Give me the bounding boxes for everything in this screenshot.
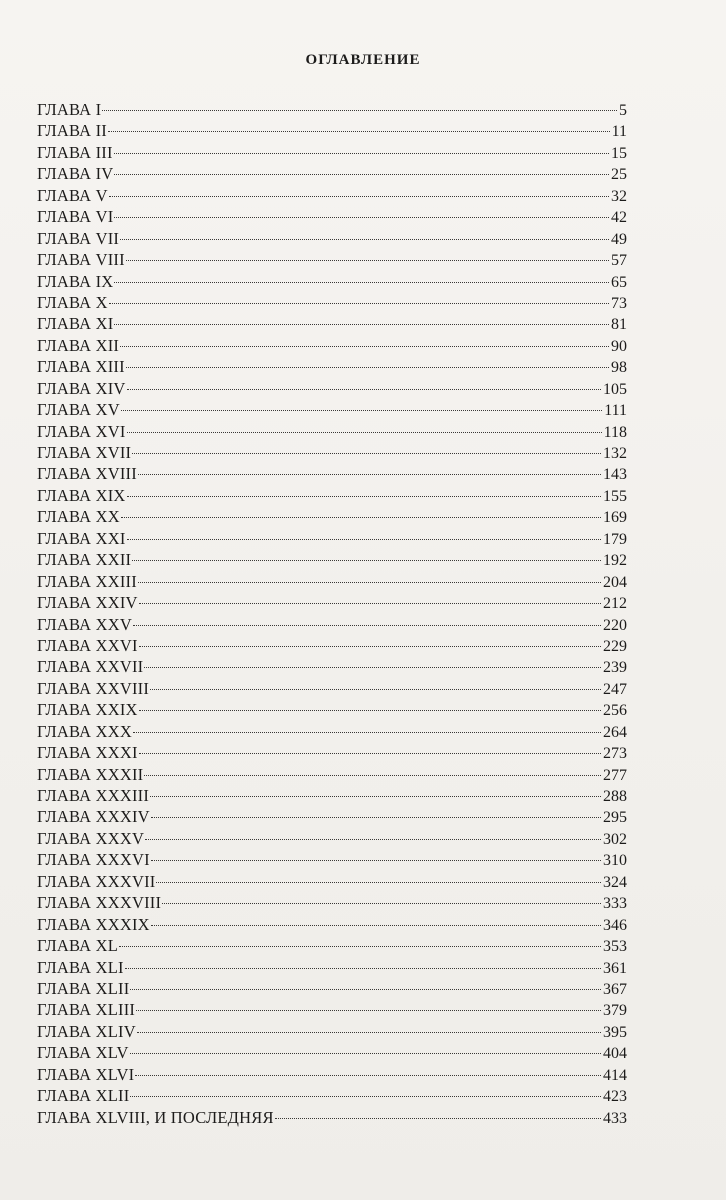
dot-leader — [126, 260, 609, 261]
toc-entry-page-number: 32 — [611, 187, 627, 205]
toc-entry — [37, 463, 627, 484]
dot-leader — [130, 1096, 601, 1097]
toc-entry-page-number: 367 — [603, 980, 627, 998]
dot-leader — [130, 989, 601, 990]
dot-leader — [145, 839, 601, 840]
dot-leader — [133, 732, 601, 733]
toc-entry-page-number: 433 — [603, 1109, 627, 1127]
toc-entry-label: ГЛАВА VIII — [37, 250, 125, 270]
toc-entry — [37, 999, 627, 1020]
toc-entry — [37, 163, 627, 184]
toc-entry-label: ГЛАВА I — [37, 100, 102, 119]
toc-entry-label: ГЛАВА XL — [37, 936, 119, 956]
toc-entry — [37, 678, 627, 699]
toc-entry-label: ГЛАВА XLII — [37, 978, 130, 998]
toc-entry — [37, 914, 627, 935]
toc-entry-page-number: 346 — [603, 916, 627, 934]
toc-entry-page-number: 90 — [611, 337, 627, 355]
toc-entry-page-number: 11 — [611, 123, 627, 141]
toc-entry-page-number: 15 — [611, 144, 627, 162]
dot-leader — [114, 217, 609, 218]
toc-entry-page-number: 204 — [603, 573, 627, 591]
dot-leader — [120, 239, 609, 240]
dot-leader — [114, 153, 609, 154]
toc-entry-label: ГЛАВА XXXII — [37, 764, 144, 784]
dot-leader — [102, 110, 617, 111]
toc-entry-label: ГЛАВА XXXIV — [37, 807, 150, 827]
dot-leader — [133, 625, 601, 626]
toc-entry-page-number: 302 — [603, 830, 627, 848]
dot-leader — [114, 282, 609, 283]
toc-entry — [37, 378, 627, 399]
toc-entry-label: ГЛАВА XXIV — [37, 593, 138, 613]
dot-leader — [151, 817, 601, 818]
toc-entry — [37, 828, 627, 849]
toc-entry-page-number: 5 — [619, 102, 627, 119]
toc-entry-label: ГЛАВА XXIX — [37, 700, 138, 720]
toc-entry-page-number: 73 — [611, 294, 627, 312]
dot-leader — [150, 689, 601, 690]
dot-leader — [138, 582, 601, 583]
dot-leader — [138, 474, 601, 475]
toc-entry-page-number: 423 — [603, 1088, 627, 1106]
toc-entry-label: ГЛАВА XLVIII, И ПОСЛЕДНЯЯ — [37, 1107, 274, 1127]
toc-entry-page-number: 192 — [603, 552, 627, 570]
toc-entry-page-number: 57 — [611, 252, 627, 270]
dot-leader — [144, 667, 601, 668]
toc-entry — [37, 742, 627, 763]
toc-entry-page-number: 295 — [603, 809, 627, 827]
toc-entry-page-number: 98 — [611, 359, 627, 377]
toc-entry-page-number: 361 — [603, 959, 627, 977]
dot-leader — [121, 517, 601, 518]
toc-entry-label: ГЛАВА XXXVI — [37, 850, 150, 870]
dot-leader — [137, 1032, 601, 1033]
toc-entry-label: ГЛАВА XXX — [37, 721, 132, 741]
toc-entry-label: ГЛАВА XII — [37, 335, 120, 355]
toc-entry-page-number: 118 — [603, 423, 627, 441]
dot-leader — [151, 925, 601, 926]
toc-entry — [37, 957, 627, 978]
dot-leader — [162, 903, 601, 904]
toc-entry-page-number: 179 — [603, 530, 627, 548]
toc-entry — [37, 313, 627, 334]
toc-entry-label: ГЛАВА XXV — [37, 614, 132, 634]
toc-entry-page-number: 395 — [603, 1023, 627, 1041]
page-title: оглавление — [305, 44, 421, 69]
toc-entry — [37, 785, 627, 806]
toc-entry-page-number: 105 — [603, 380, 627, 398]
toc-entry — [37, 485, 627, 506]
toc-entry-page-number: 65 — [611, 273, 627, 291]
toc-entry-page-number: 212 — [603, 595, 627, 613]
dot-leader — [139, 710, 601, 711]
toc-entry — [37, 806, 627, 827]
toc-entry — [37, 249, 627, 270]
dot-leader — [151, 860, 601, 861]
toc-entry — [37, 721, 627, 742]
toc-entry — [37, 356, 627, 377]
dot-leader — [136, 1010, 601, 1011]
toc-entry — [37, 206, 627, 227]
toc-entry-page-number: 169 — [603, 509, 627, 527]
toc-entry — [37, 935, 627, 956]
toc-entry-page-number: 42 — [611, 209, 627, 227]
toc-entry-page-number: 277 — [603, 766, 627, 784]
toc-entry — [37, 185, 627, 206]
toc-entry-page-number: 239 — [603, 659, 627, 677]
dot-leader — [109, 303, 609, 304]
toc-entry-label: ГЛАВА IX — [37, 271, 114, 291]
toc-entry — [37, 271, 627, 292]
toc-entry-label: ГЛАВА XLIII — [37, 1000, 136, 1020]
toc-entry — [37, 764, 627, 785]
toc-entry-page-number: 414 — [603, 1066, 627, 1084]
toc-entry-page-number: 310 — [603, 852, 627, 870]
toc-entry-page-number: 256 — [603, 702, 627, 720]
toc-entry-label: ГЛАВА XI — [37, 314, 114, 334]
toc-entry-label: ГЛАВА XXXIX — [37, 914, 150, 934]
toc-entry-page-number: 25 — [611, 166, 627, 184]
toc-entry-page-number: 404 — [603, 1045, 627, 1063]
toc-entry-label: ГЛАВА XXIII — [37, 571, 137, 591]
toc-entry-label: ГЛАВА XIX — [37, 485, 126, 505]
toc-entry-page-number: 49 — [611, 230, 627, 248]
toc-entry-page-number: 324 — [603, 873, 627, 891]
dot-leader — [109, 196, 609, 197]
dot-leader — [275, 1118, 601, 1119]
toc-entry-label: ГЛАВА X — [37, 292, 108, 312]
toc-entry-page-number: 220 — [603, 616, 627, 634]
toc-entry-page-number: 264 — [603, 723, 627, 741]
toc-entry-label: ГЛАВА VI — [37, 207, 114, 227]
toc-entry-label: ГЛАВА VII — [37, 228, 120, 248]
dot-leader — [135, 1075, 601, 1076]
dot-leader — [132, 453, 601, 454]
dot-leader — [127, 496, 601, 497]
toc-entry — [37, 99, 627, 120]
toc-entry — [37, 335, 627, 356]
dot-leader — [126, 367, 609, 368]
toc-entry-page-number: 273 — [603, 745, 627, 763]
dot-leader — [108, 131, 610, 132]
toc-entry-label: ГЛАВА XLII — [37, 1086, 130, 1106]
toc-entry — [37, 549, 627, 570]
toc-entry-label: ГЛАВА XIV — [37, 378, 126, 398]
toc-entry-label: ГЛАВА XVI — [37, 421, 126, 441]
toc-entry — [37, 399, 627, 420]
table-of-contents — [37, 99, 627, 1128]
toc-entry-label: ГЛАВА XXVIII — [37, 678, 150, 698]
toc-entry-label: ГЛАВА XXVI — [37, 635, 138, 655]
toc-entry — [37, 892, 627, 913]
toc-entry-page-number: 111 — [604, 402, 627, 420]
toc-entry-label: ГЛАВА III — [37, 142, 113, 162]
dot-leader — [121, 410, 602, 411]
toc-entry-label: ГЛАВА XXXV — [37, 828, 145, 848]
toc-entry — [37, 228, 627, 249]
toc-entry-page-number: 155 — [603, 487, 627, 505]
toc-entry-label: ГЛАВА XXII — [37, 550, 132, 570]
dot-leader — [139, 646, 601, 647]
dot-leader — [139, 603, 601, 604]
toc-entry — [37, 506, 627, 527]
dot-leader — [125, 968, 601, 969]
toc-entry-label: ГЛАВА XLVI — [37, 1064, 135, 1084]
toc-entry-page-number: 353 — [603, 938, 627, 956]
toc-entry — [37, 1042, 627, 1063]
toc-entry-label: ГЛАВА XXXVII — [37, 871, 156, 891]
dot-leader — [127, 539, 601, 540]
toc-entry — [37, 571, 627, 592]
toc-entry — [37, 592, 627, 613]
toc-entry-page-number: 132 — [603, 445, 627, 462]
dot-leader — [144, 775, 601, 776]
toc-entry-label: ГЛАВА XLI — [37, 957, 124, 977]
dot-leader — [114, 174, 609, 175]
toc-entry-label: ГЛАВА XX — [37, 507, 120, 527]
toc-entry-label: ГЛАВА XXXVIII — [37, 893, 162, 913]
toc-entry-page-number: 143 — [603, 466, 627, 484]
toc-entry — [37, 1021, 627, 1042]
dot-leader — [139, 753, 601, 754]
toc-entry — [37, 292, 627, 313]
dot-leader — [114, 324, 609, 325]
toc-entry — [37, 978, 627, 999]
toc-entry-page-number: 247 — [603, 680, 627, 698]
toc-entry-label: ГЛАВА V — [37, 185, 108, 205]
toc-entry — [37, 1107, 627, 1128]
toc-entry — [37, 442, 627, 463]
dot-leader — [120, 346, 609, 347]
dot-leader — [127, 389, 601, 390]
toc-entry — [37, 699, 627, 720]
toc-entry — [37, 871, 627, 892]
toc-entry-label: ГЛАВА IV — [37, 164, 114, 184]
toc-entry-label: ГЛАВА XXXI — [37, 743, 138, 763]
toc-entry-label: ГЛАВА XIII — [37, 357, 125, 377]
toc-entry-label: ГЛАВА II — [37, 121, 108, 141]
toc-entry-label: ГЛАВА XVII — [37, 443, 132, 462]
toc-entry-label: ГЛАВА XXI — [37, 528, 126, 548]
toc-entry — [37, 635, 627, 656]
dot-leader — [132, 560, 601, 561]
dot-leader — [130, 1053, 601, 1054]
toc-entry-page-number: 229 — [603, 637, 627, 655]
toc-entry-page-number: 288 — [603, 788, 627, 805]
toc-entry-label: ГЛАВА XLV — [37, 1043, 129, 1063]
toc-entry — [37, 614, 627, 635]
dot-leader — [119, 946, 601, 947]
toc-entry — [37, 528, 627, 549]
toc-entry-label: ГЛАВА XXVII — [37, 657, 144, 677]
dot-leader — [150, 796, 601, 797]
toc-entry-label: ГЛАВА XV — [37, 400, 120, 420]
toc-entry-label: ГЛАВА XVIII — [37, 464, 137, 484]
toc-entry — [37, 1085, 627, 1106]
toc-entry — [37, 142, 627, 163]
toc-entry — [37, 1064, 627, 1085]
toc-entry — [37, 849, 627, 870]
toc-entry-page-number: 81 — [611, 316, 627, 334]
toc-entry — [37, 120, 627, 141]
toc-entry-label: ГЛАВА XXXIII — [37, 786, 150, 805]
dot-leader — [127, 432, 602, 433]
toc-entry — [37, 421, 627, 442]
toc-entry — [37, 656, 627, 677]
toc-entry-page-number: 379 — [603, 1002, 627, 1020]
toc-entry-label: ГЛАВА XLIV — [37, 1021, 136, 1041]
toc-entry-page-number: 333 — [603, 895, 627, 913]
dot-leader — [156, 882, 601, 883]
